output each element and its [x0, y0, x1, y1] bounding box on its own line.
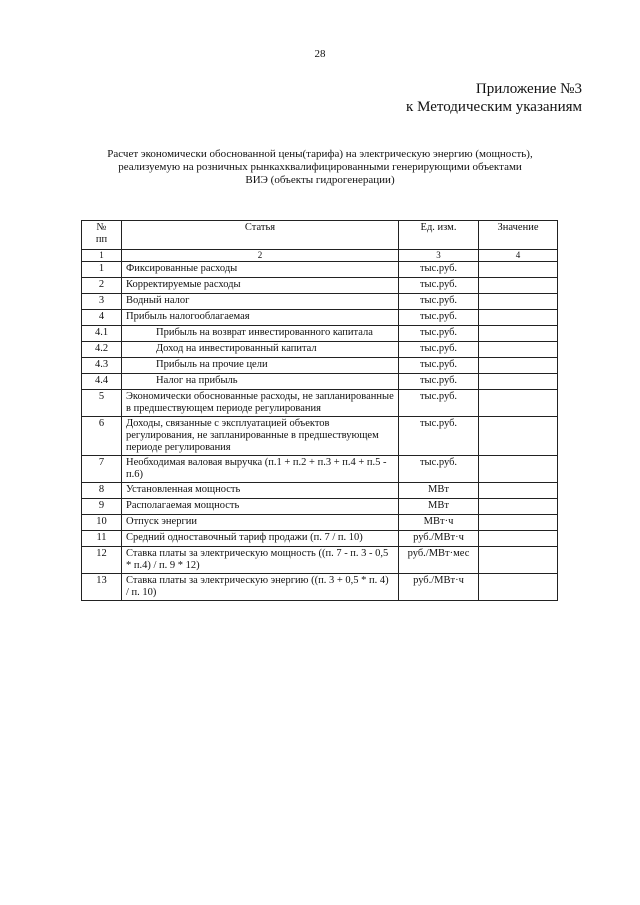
row-unit-cell: тыс.руб. — [399, 342, 479, 358]
table-row — [82, 342, 558, 358]
table-row — [82, 456, 558, 483]
table-body — [82, 262, 558, 601]
row-value-cell — [479, 390, 558, 417]
row-number-cell: 8 — [82, 483, 122, 499]
row-item-cell: Ставка платы за электрическую энергию ((п. 3 + 0,5 * п. 4) / п. 10) — [122, 574, 399, 601]
row-unit-cell: тыс.руб. — [399, 326, 479, 342]
row-value-cell — [479, 515, 558, 531]
row-unit-cell: МВт — [399, 483, 479, 499]
row-unit-cell: тыс.руб. — [399, 374, 479, 390]
row-value-cell — [479, 483, 558, 499]
table-row — [82, 374, 558, 390]
row-number-cell: 4.2 — [82, 342, 122, 358]
index-cell: 4 — [479, 250, 558, 262]
row-value-cell — [479, 456, 558, 483]
row-unit-cell: МВт — [399, 499, 479, 515]
row-value-cell — [479, 574, 558, 601]
row-item-cell: Отпуск энергии — [122, 515, 399, 531]
appendix-line-1: Приложение №3 — [475, 81, 582, 97]
row-item-cell: Установленная мощность — [122, 483, 399, 499]
row-item-cell: Экономически обоснованные расходы, не запланированные в предшествующем периоде регулирования — [122, 390, 399, 417]
title-line-3: ВИЭ (объекты гидрогенерации) — [245, 174, 395, 186]
row-value-cell — [479, 358, 558, 374]
row-number-cell: 9 — [82, 499, 122, 515]
row-unit-cell: руб./МВт·мес — [399, 547, 479, 574]
row-value-cell — [479, 262, 558, 278]
table-row — [82, 515, 558, 531]
table-row — [82, 310, 558, 326]
appendix-line-2: к Методическим указаниям — [406, 99, 582, 115]
row-number-cell: 7 — [82, 456, 122, 483]
tariff-table — [81, 220, 558, 601]
header-item: Статья — [122, 221, 399, 250]
row-item-cell: Доходы, связанные с эксплуатацией объектов регулирования, не запланированные в предшествующем периоде регулирования — [122, 417, 399, 456]
row-unit-cell: МВт·ч — [399, 515, 479, 531]
table-row — [82, 499, 558, 515]
header-value: Значение — [479, 221, 558, 250]
row-item-cell: Прибыль налогооблагаемая — [122, 310, 399, 326]
table-row — [82, 483, 558, 499]
row-value-cell — [479, 374, 558, 390]
row-value-cell — [479, 531, 558, 547]
title-line-2: реализуемую на розничных рынкахквалифицированными генерирующими объектами — [118, 161, 522, 173]
table-row — [82, 390, 558, 417]
document-title — [80, 148, 560, 187]
header-no-line-2: пп — [95, 234, 108, 245]
table-row — [82, 417, 558, 456]
table-header-row — [82, 221, 558, 250]
appendix-header — [406, 80, 582, 116]
page-number: 28 — [314, 48, 326, 60]
row-item-cell: Прибыль на прочие цели — [122, 358, 399, 374]
row-item-cell: Ставка платы за электрическую мощность ((п. 7 - п. 3 - 0,5 * п.4) / п. 9 * 12) — [122, 547, 399, 574]
row-number-cell: 2 — [82, 278, 122, 294]
row-number-cell: 13 — [82, 574, 122, 601]
row-number-cell: 4.4 — [82, 374, 122, 390]
row-number-cell: 5 — [82, 390, 122, 417]
index-cell: 1 — [82, 250, 122, 262]
header-no — [82, 221, 122, 250]
row-value-cell — [479, 278, 558, 294]
row-unit-cell: тыс.руб. — [399, 417, 479, 456]
row-item-cell: Корректируемые расходы — [122, 278, 399, 294]
row-item-cell: Налог на прибыль — [122, 374, 399, 390]
row-item-cell: Необходимая валовая выручка (п.1 + п.2 + п.3 + п.4 + п.5 - п.6) — [122, 456, 399, 483]
row-number-cell: 10 — [82, 515, 122, 531]
index-cell: 2 — [122, 250, 399, 262]
row-item-cell: Располагаемая мощность — [122, 499, 399, 515]
row-number-cell: 1 — [82, 262, 122, 278]
header-unit: Ед. изм. — [399, 221, 479, 250]
table-index-row — [82, 250, 558, 262]
row-unit-cell: тыс.руб. — [399, 456, 479, 483]
row-number-cell: 4 — [82, 310, 122, 326]
row-item-cell: Прибыль на возврат инвестированного капитала — [122, 326, 399, 342]
row-unit-cell: тыс.руб. — [399, 310, 479, 326]
table-row — [82, 574, 558, 601]
row-unit-cell: тыс.руб. — [399, 294, 479, 310]
row-item-cell: Водный налог — [122, 294, 399, 310]
row-unit-cell: тыс.руб. — [399, 262, 479, 278]
table-row — [82, 262, 558, 278]
row-value-cell — [479, 417, 558, 456]
row-value-cell — [479, 342, 558, 358]
table-row — [82, 358, 558, 374]
row-unit-cell: руб./МВт·ч — [399, 574, 479, 601]
row-unit-cell: тыс.руб. — [399, 278, 479, 294]
row-item-cell: Фиксированные расходы — [122, 262, 399, 278]
table-row — [82, 278, 558, 294]
row-number-cell: 6 — [82, 417, 122, 456]
row-number-cell: 4.1 — [82, 326, 122, 342]
row-value-cell — [479, 294, 558, 310]
header-no-line-1: № — [96, 222, 107, 233]
row-unit-cell: тыс.руб. — [399, 390, 479, 417]
row-number-cell: 11 — [82, 531, 122, 547]
table-row — [82, 326, 558, 342]
row-value-cell — [479, 547, 558, 574]
row-value-cell — [479, 499, 558, 515]
row-item-cell: Доход на инвестированный капитал — [122, 342, 399, 358]
row-value-cell — [479, 326, 558, 342]
table-row — [82, 531, 558, 547]
row-number-cell: 4.3 — [82, 358, 122, 374]
index-cell: 3 — [399, 250, 479, 262]
title-line-1: Расчет экономически обоснованной цены(тарифа) на электрическую энергию (мощность), — [107, 148, 533, 160]
table-row — [82, 294, 558, 310]
row-item-cell: Средний одноставочный тариф продажи (п. 7 / п. 10) — [122, 531, 399, 547]
row-value-cell — [479, 310, 558, 326]
row-number-cell: 12 — [82, 547, 122, 574]
row-number-cell: 3 — [82, 294, 122, 310]
table-row — [82, 547, 558, 574]
row-unit-cell: тыс.руб. — [399, 358, 479, 374]
row-unit-cell: руб./МВт·ч — [399, 531, 479, 547]
